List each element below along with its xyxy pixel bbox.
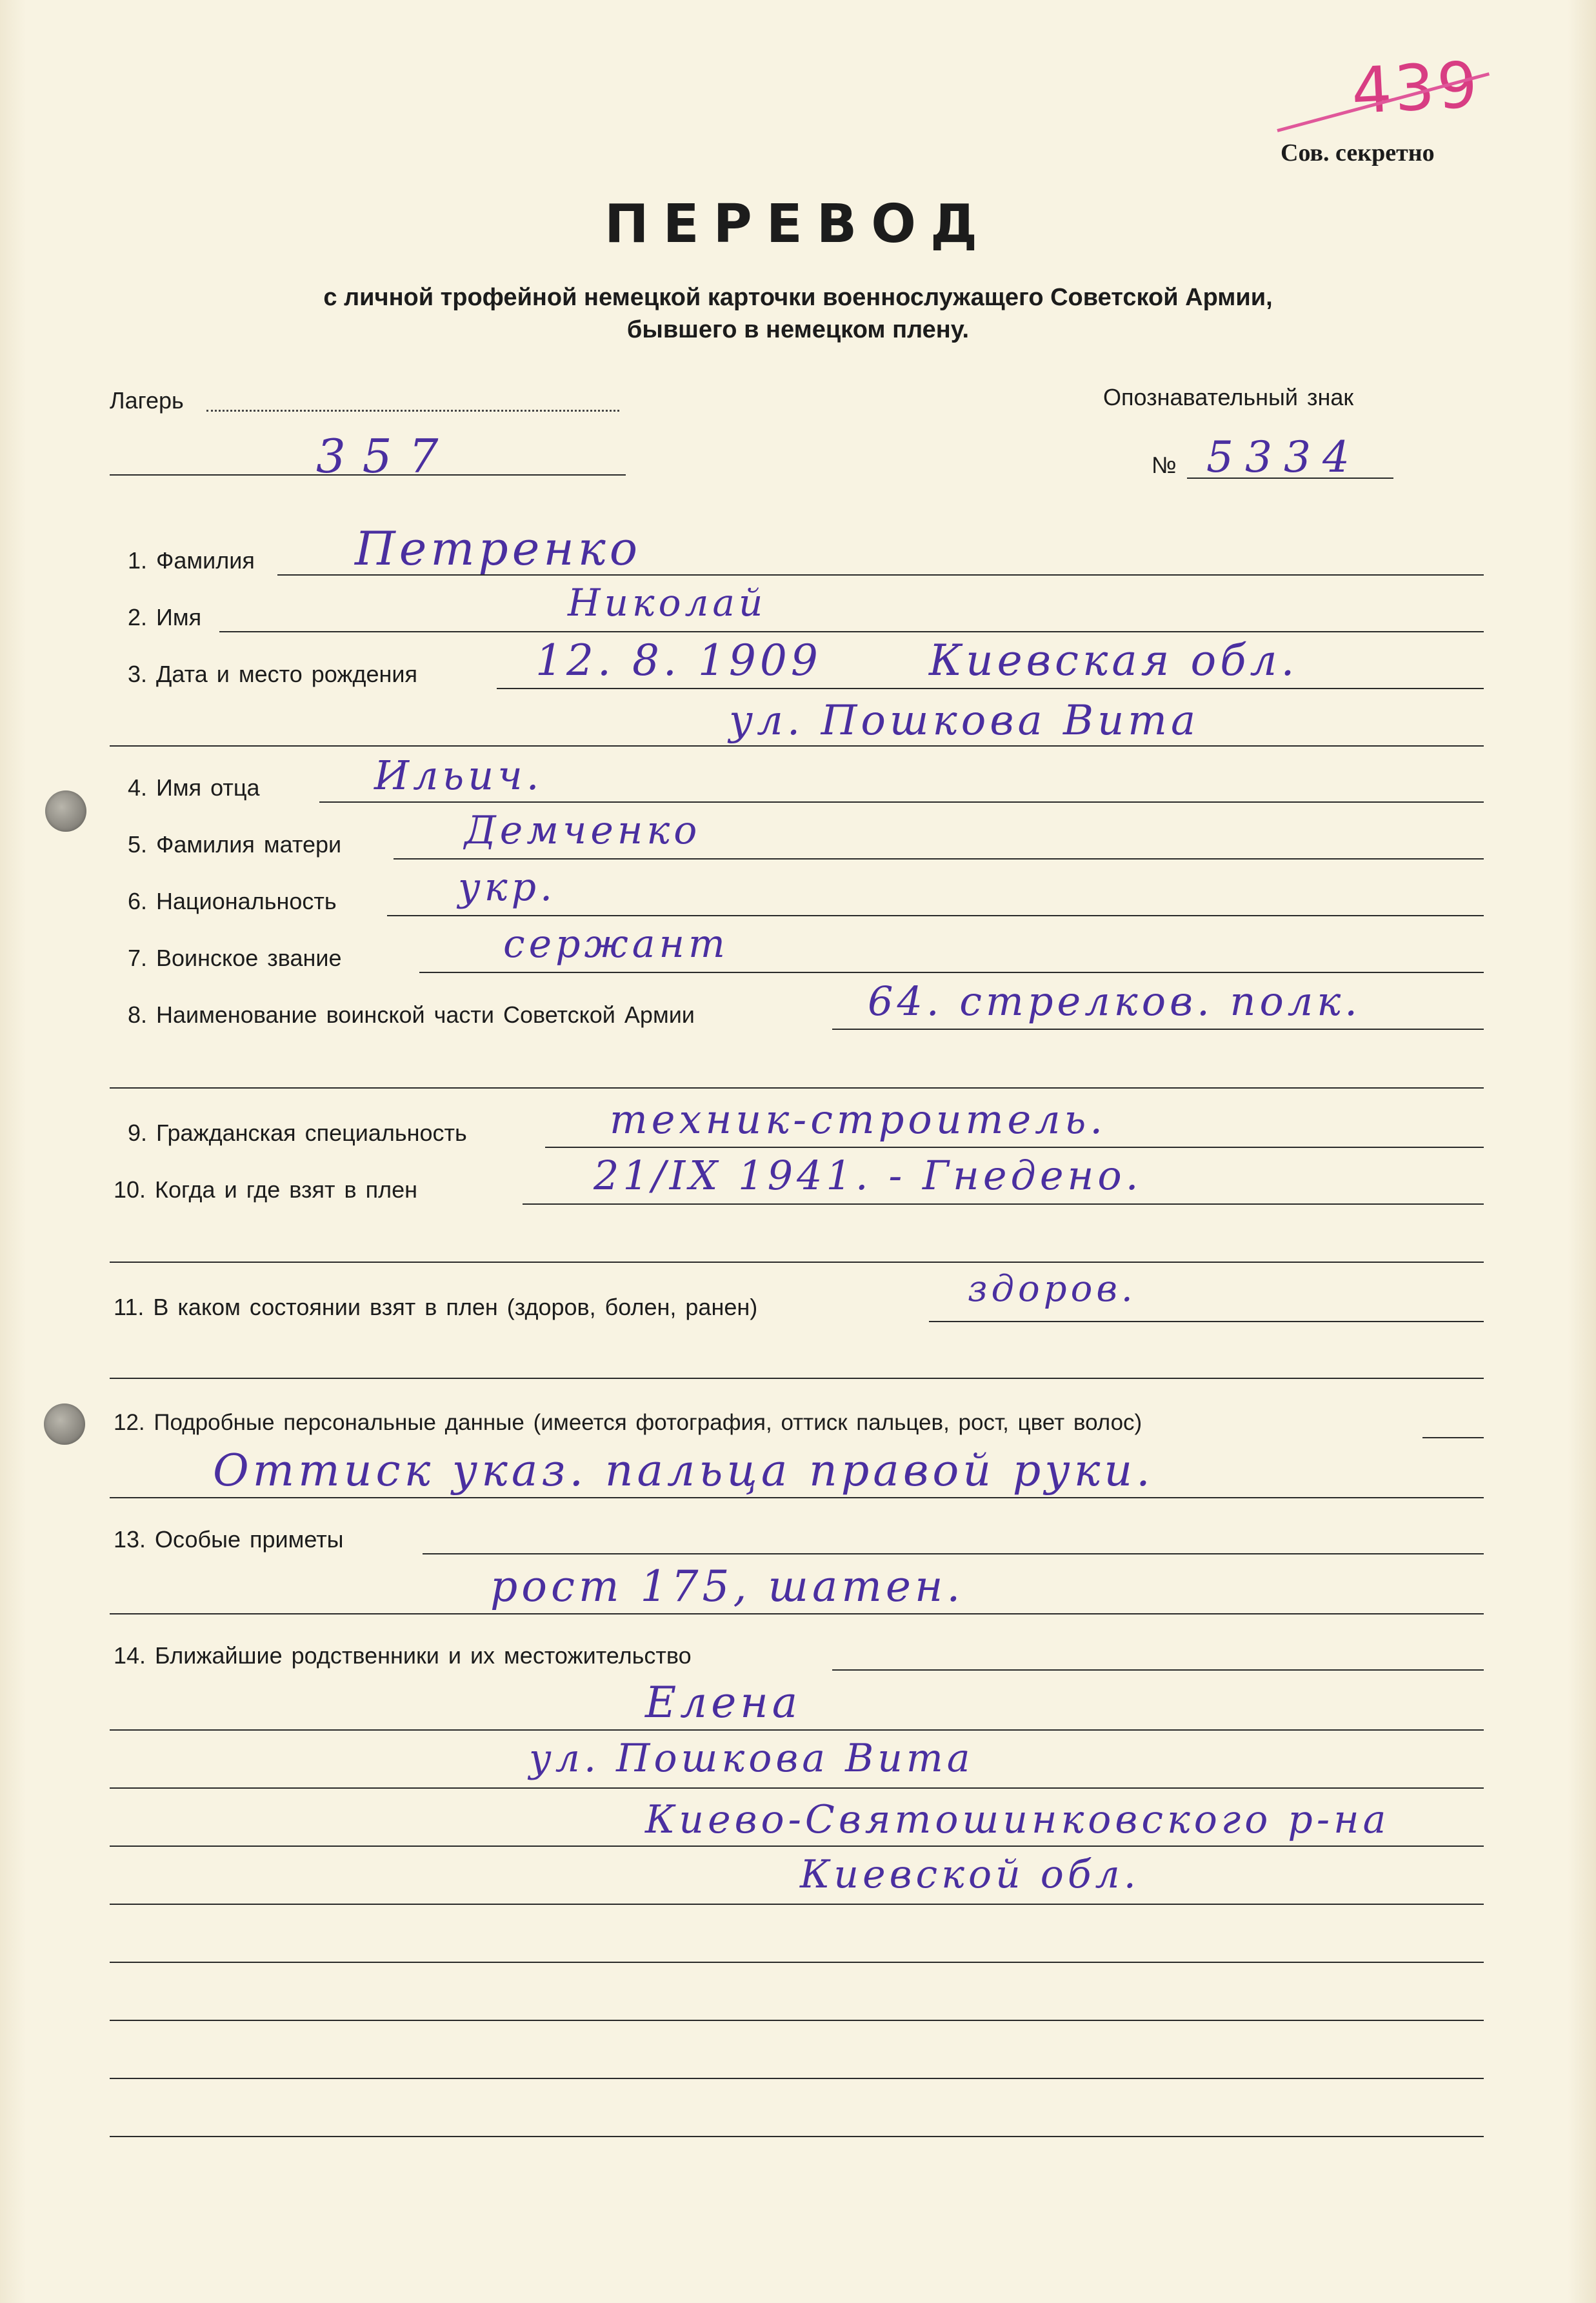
field-father-line [319, 801, 1484, 803]
field-relatives-line4 [110, 1845, 1484, 1847]
field-captured-label: 10. Когда и где взят в плен [114, 1176, 417, 1203]
id-tag-underline [1187, 478, 1393, 479]
field-relatives-line [832, 1669, 1484, 1671]
camp-dotline [206, 410, 619, 412]
field-mother-line [394, 858, 1484, 860]
field-surname-value: Петренко [355, 521, 642, 576]
field-name-line [219, 631, 1484, 632]
field-condition-label: 11. В каком состоянии взят в плен (здоров, болен, ранен) [114, 1294, 758, 1320]
field-condition-value: здоров. [968, 1268, 1137, 1310]
field-relatives-line3 [110, 1787, 1484, 1789]
field-relatives-line9 [110, 2136, 1484, 2137]
field-relatives-line5 [110, 1904, 1484, 1905]
field-captured-value: 21/IX 1941. - Гнедено. [594, 1152, 1142, 1199]
field-surname-label: 1. Фамилия [128, 547, 255, 574]
field-birth-street: ул. Пошкова Вита [729, 697, 1200, 745]
camp-value: 357 [316, 429, 455, 483]
field-birth-region: Киевская обл. [929, 636, 1299, 685]
field-nationality-label: 6. Национальность [128, 888, 337, 914]
field-nationality-line [387, 915, 1484, 916]
field-relatives-line2 [110, 1729, 1484, 1731]
field-rank-line [419, 972, 1484, 973]
field-name-label: 2. Имя [128, 604, 202, 630]
camp-label: Лагерь [110, 387, 184, 414]
field-birth-label: 3. Дата и место рождения [128, 661, 417, 687]
field-nationality-value: укр. [458, 865, 557, 910]
field-profession-label: 9. Гражданская специальность [128, 1120, 467, 1146]
field-profession-value: техник-строитель. [610, 1096, 1107, 1143]
field-relatives-line7 [110, 2020, 1484, 2021]
field-unit-line [832, 1029, 1484, 1030]
id-number-sign: № [1152, 452, 1177, 478]
document-subtitle-line1: с личной трофейной немецкой карточки военнослужащего Советской Армии, [323, 284, 1273, 311]
field-relatives-street: ул. Пошкова Вита [529, 1736, 974, 1781]
field-personal-value: Оттиск указ. пальца правой руки. [213, 1445, 1154, 1496]
field-birth-line2 [110, 745, 1484, 747]
field-personal-label: 12. Подробные персональные данные (имеется фотография, оттиск пальцев, рост, цвет волос) [114, 1410, 1142, 1435]
field-marks-value: рост 175, шатен. [490, 1562, 964, 1611]
field-unit-value: 64. стрелков. полк. [868, 978, 1361, 1025]
field-condition-line [929, 1321, 1484, 1322]
field-mother-value: Демченко [464, 808, 701, 853]
field-unit-line2 [110, 1087, 1484, 1089]
field-birth-line [497, 688, 1484, 689]
secrecy-mark: Сов. секретно [1281, 139, 1435, 166]
field-relatives-region: Киевской обл. [800, 1852, 1140, 1897]
archive-number: 439 [1350, 48, 1482, 129]
field-name-value: Николай [568, 581, 767, 625]
field-marks-line2 [110, 1613, 1484, 1614]
punch-hole-bottom [44, 1403, 85, 1445]
field-captured-line [523, 1203, 1484, 1205]
field-condition-line2 [110, 1378, 1484, 1379]
punch-hole-top [45, 790, 86, 832]
field-relatives-line6 [110, 1962, 1484, 1963]
field-relatives-name: Елена [645, 1678, 802, 1727]
field-personal-line [1422, 1437, 1484, 1438]
field-mother-label: 5. Фамилия матери [128, 831, 342, 858]
id-tag-value: 5334 [1206, 432, 1361, 482]
field-father-value: Ильич. [374, 752, 543, 799]
field-personal-line2 [110, 1497, 1484, 1498]
field-rank-value: сержант [503, 921, 729, 967]
field-father-label: 4. Имя отца [128, 774, 260, 801]
field-birth-date: 12. 8. 1909 [535, 636, 822, 685]
field-relatives-line8 [110, 2078, 1484, 2079]
field-captured-line2 [110, 1262, 1484, 1263]
field-rank-label: 7. Воинское звание [128, 945, 342, 971]
id-tag-label: Опознавательный знак [1103, 384, 1354, 410]
camp-underline [110, 474, 626, 476]
field-relatives-district: Киево-Святошинковского р-на [645, 1797, 1390, 1842]
field-unit-label: 8. Наименование воинской части Советской Армии [128, 1001, 695, 1028]
field-relatives-label: 14. Ближайшие родственники и их местожительство [114, 1642, 692, 1669]
field-marks-line [423, 1553, 1484, 1554]
field-profession-line [545, 1147, 1484, 1148]
document-title: ПЕРЕВОД [604, 194, 992, 255]
field-marks-label: 13. Особые приметы [114, 1526, 344, 1553]
document-subtitle-line2: бывшего в немецком плену. [626, 316, 970, 343]
